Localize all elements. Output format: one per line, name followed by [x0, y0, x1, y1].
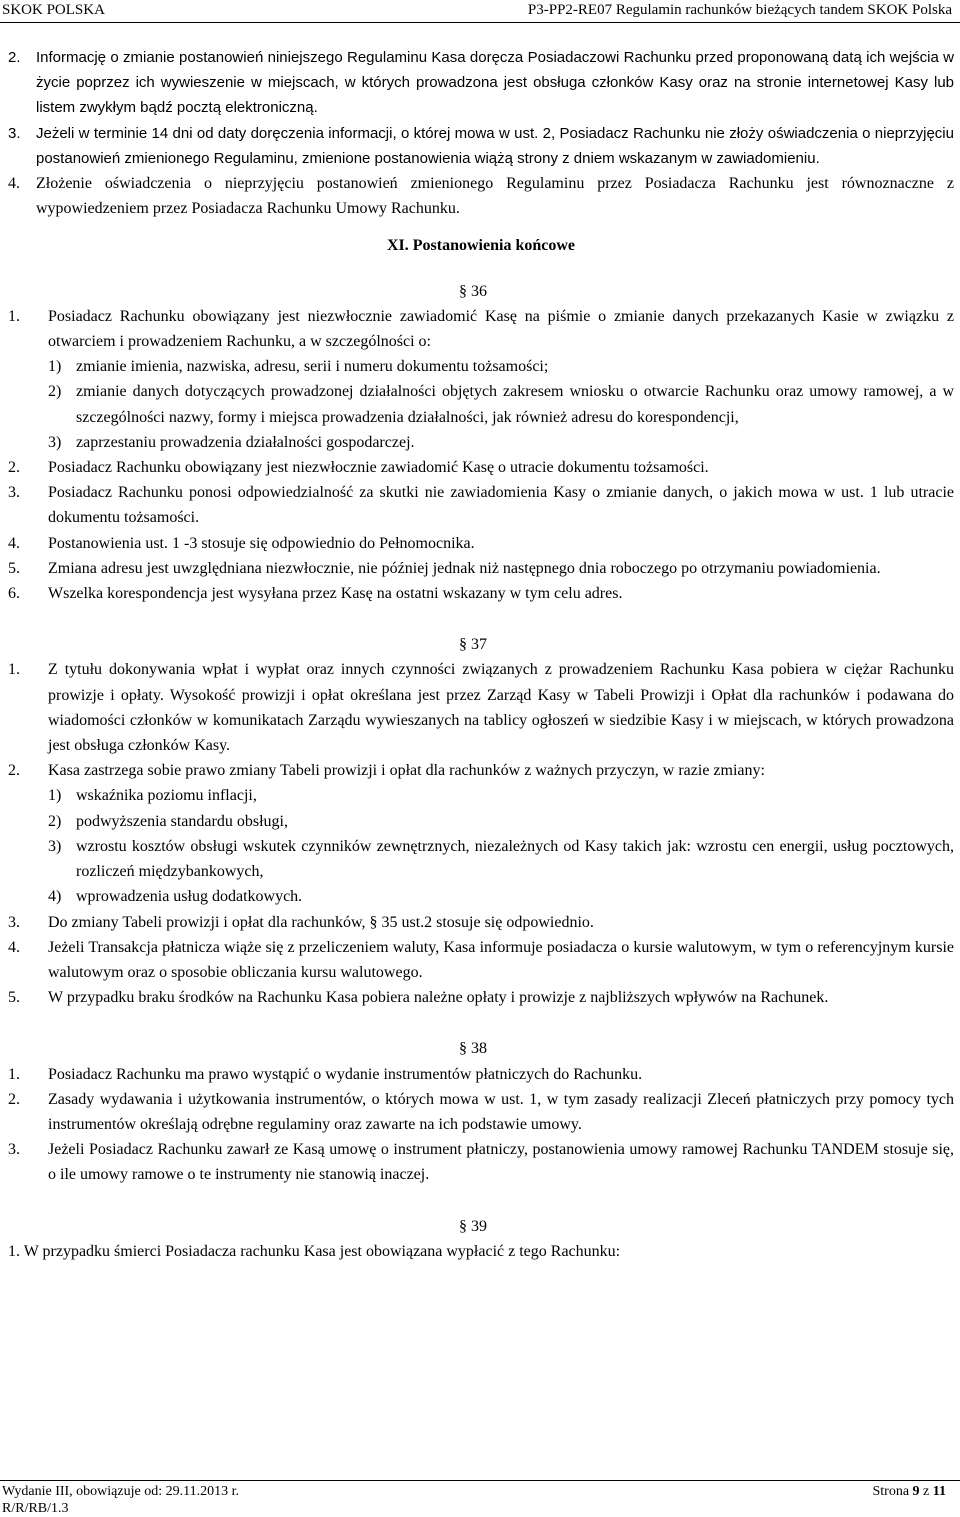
paragraph-heading: § 39 — [459, 1217, 487, 1235]
page-header — [0, 0, 960, 23]
list-item: 1. W przypadku śmierci Posiadacza rachunku Kasa jest obowiązana wypłacić z tego Rachunku: — [8, 1242, 621, 1260]
page-footer — [0, 1480, 960, 1516]
list-item: 5. Zmiana adresu jest uwzględniana niezwłocznie, nie później jednak niż następnego dnia roboczego po otrzymaniu powiadomienia. — [8, 559, 881, 577]
document-body — [8, 45, 954, 1264]
list-item: 6. Wszelka korespondencja jest wysyłana przez Kasę na ostatni wskazany w tym celu adres. — [8, 585, 623, 603]
paragraph-heading: § 37 — [459, 636, 487, 654]
list-item: 1. Posiadacz Rachunku ma prawo wystąpić o wydanie instrumentów płatniczych do Rachunku. — [8, 1065, 643, 1083]
list-item: 1. Z tytułu dokonywania wpłat i wypłat oraz innych czynności związanych z prowadzeniem Rachunku Kasa pobiera w ciężar Rachunku prowizje i opłaty. Wysokość prowizji i opłat określana jest przez Zarząd Kasy w Tabeli Prowizji i Opłat dla rachunków i podawana do wiadomości członków w komunikatach Zarządu wywieszanych na tablicy ogłoszeń w siedzibie Kasy i w miejscach, w których prowadzona jest obsługa członków Kasy. — [8, 661, 954, 755]
section-title: XI. Postanowienia końcowe — [386, 237, 575, 255]
header-org: SKOK POLSKA — [2, 2, 105, 18]
list-item: 2. Kasa zastrzega sobie prawo zmiany Tabeli prowizji i opłat dla rachunków z ważnych przyczyn, w razie zmiany: — [8, 762, 765, 780]
list-item: 2) podwyższenia standardu obsługi, — [48, 812, 288, 830]
list-item: 4. Jeżeli Transakcja płatnicza wiąże się z przeliczeniem waluty, Kasa informuje posiadacza o kursie walutowym, w tym o referencyjnym kursie walutowym oraz o sposobie obliczania kursu walutowego. — [8, 938, 954, 981]
list-item: 2. Posiadacz Rachunku obowiązany jest niezwłocznie zawiadomić Kasę o utracie dokumentu tożsamości. — [8, 459, 709, 477]
list-item: 4. Postanowienia ust. 1 -3 stosuje się odpowiednio do Pełnomocnika. — [8, 534, 475, 552]
footer-code: R/R/RB/1.3 — [2, 1501, 69, 1516]
list-item: 3. Jeżeli w terminie 14 dni od daty doręczenia informacji, o której mowa w ust. 2, Posiadacz Rachunku nie złoży oświadczenia o nieprzyjęciu postanowień zmienionego Regulaminu, zmienione postanowienia wiążą strony z dniem wskazanym w zawiadomieniu. — [8, 124, 954, 167]
list-item: 3) zaprzestaniu prowadzenia działalności gospodarczej. — [48, 433, 415, 451]
list-item: 4) wprowadzenia usług dodatkowych. — [48, 888, 303, 906]
list-item: 1. Posiadacz Rachunku obowiązany jest niezwłocznie zawiadomić Kasę na piśmie o zmianie danych przekazanych Kasie w związku z otwarciem i prowadzeniem Rachunku, a w szczególności o: — [8, 307, 954, 351]
paragraph-heading: § 36 — [459, 282, 487, 300]
page-number: Strona 9 z 11 — [872, 1484, 946, 1499]
list-item: 2. Zasady wydawania i użytkowania instrumentów, o których mowa w ust. 1, w tym zasady realizacji Zleceń płatniczych przy pomocy tych instrumentów określają odrębne regulaminy oraz zawarte na ich podstawie umowy. — [8, 1090, 954, 1133]
list-item: 5. W przypadku braku środków na Rachunku Kasa pobiera należne opłaty i prowizje z najbliższych wpływów na Rachunek. — [8, 989, 829, 1007]
list-item: 3. Jeżeli Posiadacz Rachunku zawarł ze Kasą umowę o instrument płatniczy, postanowienia umowy ramowej Rachunku TANDEM stosuje się, o ile umowy ramowe o te instrumenty nie stanowią inaczej. — [8, 1141, 954, 1184]
list-item: 1) zmianie imienia, nazwiska, adresu, serii i numeru dokumentu tożsamości; — [48, 358, 549, 376]
list-item: 2) zmianie danych dotyczących prowadzonej działalności objętych zakresem wniosku o otwarcie Rachunku oraz umowy ramowej, a w szczególności nazwy, formy i miejsca prowadzenia działalności, jak również adresu do korespondencji, — [48, 383, 954, 426]
footer-edition: Wydanie III, obowiązuje od: 29.11.2013 r. — [2, 1484, 239, 1499]
header-doc-title: P3-PP2-RE07 Regulamin rachunków bieżących tandem SKOK Polska — [527, 2, 952, 18]
list-item: 3. Posiadacz Rachunku ponosi odpowiedzialność za skutki nie zawiadomienia Kasy o zmianie danych, o jakich mowa w ust. 1 lub utracie dokumentu tożsamości. — [8, 484, 954, 527]
list-item: 3) wzrostu kosztów obsługi wskutek czynników zewnętrznych, niezależnych od Kasy takich jak: wzrostu cen energii, usług pocztowych, rozliczeń międzybankowych, — [48, 837, 954, 881]
list-item: 3. Do zmiany Tabeli prowizji i opłat dla rachunków, § 35 ust.2 stosuje się odpowiednio. — [8, 913, 594, 931]
paragraph-heading: § 38 — [459, 1040, 487, 1058]
list-item: 2. Informację o zmianie postanowień niniejszego Regulaminu Kasa doręcza Posiadaczowi Rachunku przed proponowaną datą ich wejścia w życie poprzez ich wywieszenie w miejscach, w których prowadzona jest obsługa członków Kasy oraz na stronie internetowej Kasy lub listem zwykłym bądź pocztą elektroniczną. — [8, 49, 954, 117]
list-item: 4. Złożenie oświadczenia o nieprzyjęciu postanowień zmienionego Regulaminu przez Posiadacza Rachunku jest równoznaczne z wypowiedzeniem przez Posiadacza Rachunku Umowy Rachunku. — [8, 175, 954, 218]
list-item: 1) wskaźnika poziomu inflacji, — [48, 787, 257, 805]
